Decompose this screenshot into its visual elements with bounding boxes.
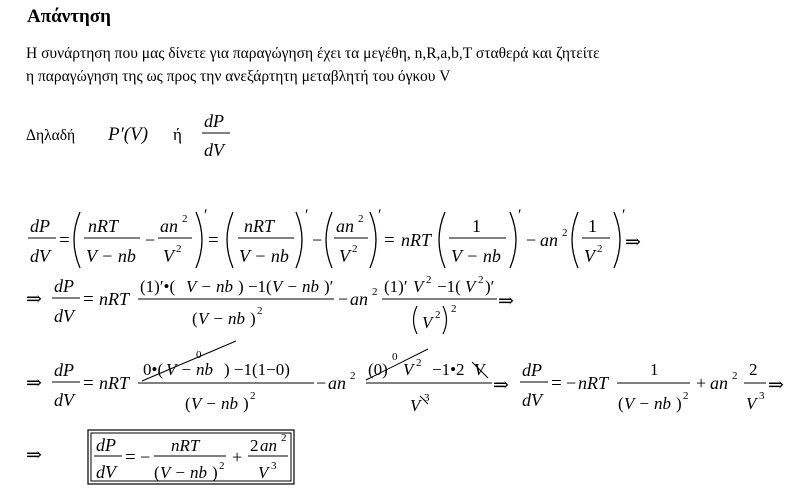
svg-text:−: − bbox=[566, 373, 577, 393]
svg-text:′: ′ bbox=[518, 207, 522, 224]
svg-text:=: = bbox=[551, 373, 562, 394]
svg-text:2: 2 bbox=[358, 213, 364, 225]
svg-text:2: 2 bbox=[372, 286, 378, 298]
svg-text:⇒: ⇒ bbox=[768, 375, 784, 396]
svg-text:V: V bbox=[413, 277, 424, 296]
svg-text:V − nb: V − nb bbox=[160, 463, 208, 482]
svg-text:2: 2 bbox=[451, 303, 457, 315]
svg-text:+: + bbox=[696, 373, 707, 393]
intro-line-2: η παραγώγηση της ως προς την ανεξάρτητη μεταβλητή του όγκου V bbox=[26, 68, 451, 85]
svg-text:dP: dP bbox=[204, 111, 224, 131]
svg-text:2: 2 bbox=[435, 309, 441, 321]
svg-text:2: 2 bbox=[562, 227, 568, 239]
svg-text:V: V bbox=[584, 246, 595, 266]
page-title: Απάντηση bbox=[27, 6, 111, 27]
svg-text:an: an bbox=[710, 373, 728, 393]
svg-text:)′: )′ bbox=[324, 277, 334, 296]
svg-text:V: V bbox=[403, 360, 414, 379]
svg-text:0•(: 0•( bbox=[143, 360, 164, 379]
svg-text:(1)′•(: (1)′•( bbox=[140, 277, 176, 296]
svg-text:(: ( bbox=[618, 394, 624, 413]
svg-text:V − nb: V − nb bbox=[86, 246, 136, 266]
svg-text:=: = bbox=[384, 230, 395, 251]
svg-text:1: 1 bbox=[472, 216, 481, 236]
svg-text:nRT: nRT bbox=[578, 373, 609, 393]
svg-text:=: = bbox=[125, 447, 136, 468]
svg-text:V: V bbox=[474, 360, 485, 379]
svg-text:nRT: nRT bbox=[401, 230, 432, 250]
svg-text:(1)′: (1)′ bbox=[384, 277, 408, 296]
svg-text:dV: dV bbox=[30, 246, 50, 266]
svg-text:2: 2 bbox=[749, 360, 758, 379]
svg-text:V − nb: V − nb bbox=[451, 246, 501, 266]
svg-text:V − nb: V − nb bbox=[186, 277, 234, 296]
svg-text:) −1(1−0): ) −1(1−0) bbox=[224, 360, 290, 379]
svg-text:−: − bbox=[140, 447, 151, 467]
svg-text:′: ′ bbox=[622, 207, 626, 224]
svg-text:nRT: nRT bbox=[99, 373, 130, 393]
svg-text:⇒: ⇒ bbox=[498, 291, 514, 312]
svg-text:2: 2 bbox=[597, 243, 603, 255]
svg-text:2: 2 bbox=[352, 243, 358, 255]
svg-text:−: − bbox=[145, 230, 156, 250]
svg-text:(0): (0) bbox=[368, 360, 388, 379]
namely-label: Δηλαδή bbox=[26, 127, 76, 144]
svg-text:+: + bbox=[232, 447, 243, 467]
svg-text:⇒: ⇒ bbox=[493, 375, 509, 396]
svg-text:2: 2 bbox=[219, 460, 225, 472]
svg-text:dP: dP bbox=[30, 216, 50, 236]
svg-text:−: − bbox=[338, 289, 349, 309]
svg-text:dV: dV bbox=[96, 462, 116, 482]
svg-text:dV: dV bbox=[522, 390, 542, 410]
svg-text:2: 2 bbox=[683, 390, 689, 402]
svg-text:dV: dV bbox=[54, 306, 74, 326]
svg-text:−1•2: −1•2 bbox=[432, 360, 465, 379]
svg-text:dP: dP bbox=[96, 435, 116, 455]
svg-text:an: an bbox=[540, 230, 558, 250]
svg-text:−: − bbox=[526, 230, 537, 250]
svg-text:0: 0 bbox=[392, 351, 398, 363]
svg-text:nRT: nRT bbox=[171, 436, 200, 455]
svg-text:3: 3 bbox=[424, 392, 430, 404]
svg-text:nRT: nRT bbox=[99, 289, 130, 309]
svg-text:an: an bbox=[260, 436, 277, 455]
svg-text:V − nb: V − nb bbox=[272, 277, 320, 296]
svg-text:=: = bbox=[208, 230, 219, 251]
svg-text:(: ( bbox=[185, 394, 191, 413]
svg-text:V − nb: V − nb bbox=[239, 246, 289, 266]
svg-text:dP: dP bbox=[54, 276, 74, 296]
svg-text:′: ′ bbox=[378, 207, 382, 224]
svg-text:⇒: ⇒ bbox=[625, 232, 641, 253]
equation-step-2 bbox=[26, 274, 514, 334]
p-prime-of-v: P′(V) bbox=[108, 124, 149, 145]
equation-step-3 bbox=[26, 341, 784, 415]
svg-text:V: V bbox=[422, 313, 433, 332]
intro-line-1: Η συνάρτηση που μας δίνετε για παραγώγηση έχει τα μεγέθη, n,R,a,b,T σταθερά και ζητείτε bbox=[26, 45, 600, 62]
boxed-result bbox=[26, 430, 294, 484]
svg-text:) −1(: ) −1( bbox=[238, 277, 272, 296]
svg-text:3: 3 bbox=[759, 390, 765, 402]
svg-text:−1(: −1( bbox=[437, 277, 461, 296]
svg-text:(: ( bbox=[192, 309, 198, 328]
svg-text:V: V bbox=[339, 246, 350, 266]
svg-text:nRT: nRT bbox=[244, 216, 275, 236]
svg-text:2: 2 bbox=[732, 370, 738, 382]
svg-text:V − nb: V − nb bbox=[191, 394, 239, 413]
svg-text:dV: dV bbox=[204, 140, 224, 160]
or-word: ή bbox=[173, 125, 182, 144]
svg-text:′: ′ bbox=[204, 207, 208, 224]
svg-text:⇒: ⇒ bbox=[26, 373, 42, 394]
svg-text:(: ( bbox=[154, 463, 160, 482]
svg-text:V: V bbox=[258, 463, 269, 482]
svg-text:dV: dV bbox=[54, 390, 74, 410]
svg-text:2: 2 bbox=[182, 213, 188, 225]
svg-text:dP: dP bbox=[522, 360, 542, 380]
svg-text:an: an bbox=[336, 216, 354, 236]
svg-text:⇒: ⇒ bbox=[26, 445, 42, 466]
svg-text:3: 3 bbox=[271, 460, 277, 472]
svg-text:V: V bbox=[746, 394, 757, 413]
svg-text:V: V bbox=[163, 246, 174, 266]
svg-text:): ) bbox=[250, 309, 256, 328]
svg-text:): ) bbox=[212, 463, 218, 482]
svg-text:): ) bbox=[243, 394, 249, 413]
svg-text:2: 2 bbox=[250, 436, 259, 455]
svg-text:): ) bbox=[676, 394, 682, 413]
svg-text:=: = bbox=[83, 373, 94, 394]
svg-text:2: 2 bbox=[416, 357, 422, 369]
svg-text:2: 2 bbox=[350, 370, 356, 382]
svg-text:V − nb: V − nb bbox=[198, 309, 246, 328]
svg-text:2: 2 bbox=[478, 274, 484, 286]
namely-line bbox=[26, 111, 230, 160]
svg-text:0: 0 bbox=[196, 349, 202, 361]
svg-text:dP: dP bbox=[54, 360, 74, 380]
svg-text:=: = bbox=[59, 230, 70, 251]
svg-text:1: 1 bbox=[650, 360, 659, 379]
svg-text:2: 2 bbox=[257, 305, 263, 317]
svg-text:2: 2 bbox=[426, 274, 432, 286]
svg-text:V: V bbox=[465, 277, 476, 296]
svg-text:V: V bbox=[410, 396, 421, 415]
svg-text:2: 2 bbox=[281, 432, 287, 444]
svg-text:⇒: ⇒ bbox=[26, 289, 42, 310]
svg-text:V − nb: V − nb bbox=[166, 360, 214, 379]
svg-text:)′: )′ bbox=[485, 277, 495, 296]
svg-text:−: − bbox=[312, 230, 323, 250]
svg-text:−: − bbox=[316, 373, 327, 393]
equation-step-1 bbox=[28, 207, 641, 268]
svg-text:′: ′ bbox=[305, 207, 309, 224]
svg-text:1: 1 bbox=[588, 216, 597, 236]
svg-text:=: = bbox=[83, 289, 94, 310]
svg-text:an: an bbox=[328, 373, 346, 393]
svg-text:an: an bbox=[350, 289, 368, 309]
svg-text:2: 2 bbox=[176, 243, 182, 255]
svg-text:V − nb: V − nb bbox=[624, 394, 672, 413]
svg-text:2: 2 bbox=[250, 390, 256, 402]
svg-text:nRT: nRT bbox=[88, 216, 119, 236]
svg-text:an: an bbox=[160, 216, 178, 236]
